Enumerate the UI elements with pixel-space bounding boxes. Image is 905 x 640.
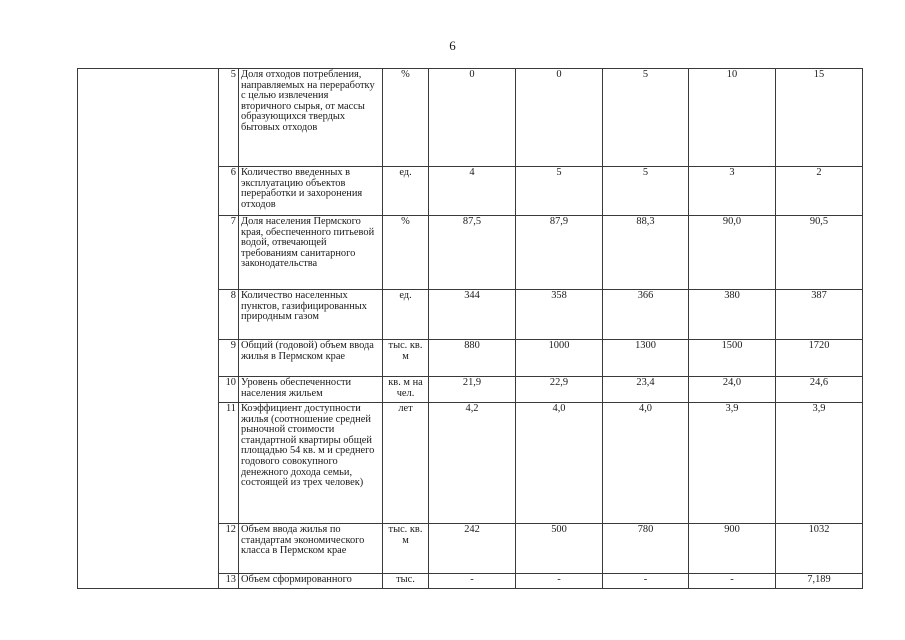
value-cell: 21,9 — [429, 377, 516, 403]
table-body — [78, 69, 863, 589]
value-cell: 10 — [689, 69, 776, 167]
row-number-cell: 5 — [219, 69, 239, 167]
value-cell: 23,4 — [603, 377, 689, 403]
value-cell: 880 — [429, 340, 516, 377]
value-cell: 380 — [689, 290, 776, 340]
value-cell: 5 — [516, 167, 603, 216]
indicator-name-cell: Общий (годовой) объем ввода жилья в Пермском крае — [239, 340, 383, 377]
value-cell: 344 — [429, 290, 516, 340]
row-number-cell: 9 — [219, 340, 239, 377]
unit-cell: % — [383, 69, 429, 167]
value-cell: 7,189 — [776, 574, 863, 589]
value-cell: 87,5 — [429, 216, 516, 290]
value-cell: 780 — [603, 524, 689, 574]
value-cell: 1000 — [516, 340, 603, 377]
row-number-cell: 13 — [219, 574, 239, 589]
indicator-name-cell: Доля населения Пермского края, обеспеченного питьевой водой, отвечающей требованиям санитарного законодательства — [239, 216, 383, 290]
indicator-name-cell: Объем сформированного — [239, 574, 383, 589]
row-number-cell: 12 — [219, 524, 239, 574]
value-cell: 1500 — [689, 340, 776, 377]
value-cell: 90,0 — [689, 216, 776, 290]
value-cell: 2 — [776, 167, 863, 216]
value-cell: - — [516, 574, 603, 589]
indicator-name-cell: Коэффициент доступности жилья (соотношение средней рыночной стоимости стандартной квартиры общей площадью 54 кв. м и среднего годового совокупного денежного дохода семьи, состоящей из трех человек) — [239, 403, 383, 524]
indicator-name-cell: Количество населенных пунктов, газифицированных природным газом — [239, 290, 383, 340]
value-cell: - — [603, 574, 689, 589]
value-cell: 4,2 — [429, 403, 516, 524]
value-cell: 24,0 — [689, 377, 776, 403]
value-cell: 15 — [776, 69, 863, 167]
value-cell: 1300 — [603, 340, 689, 377]
indicator-name-cell: Количество введенных в эксплуатацию объектов переработки и захоронения отходов — [239, 167, 383, 216]
row-number-cell: 7 — [219, 216, 239, 290]
value-cell: - — [689, 574, 776, 589]
value-cell: 500 — [516, 524, 603, 574]
row-number-cell: 10 — [219, 377, 239, 403]
value-cell: 3,9 — [689, 403, 776, 524]
value-cell: - — [429, 574, 516, 589]
value-cell: 366 — [603, 290, 689, 340]
unit-cell: ед. — [383, 290, 429, 340]
value-cell: 900 — [689, 524, 776, 574]
table-row — [78, 69, 863, 167]
unit-cell: кв. м на чел. — [383, 377, 429, 403]
value-cell: 87,9 — [516, 216, 603, 290]
blank-column-cell — [78, 69, 219, 589]
value-cell: 90,5 — [776, 216, 863, 290]
value-cell: 358 — [516, 290, 603, 340]
indicator-name-cell: Объем ввода жилья по стандартам экономического класса в Пермском крае — [239, 524, 383, 574]
unit-cell: ед. — [383, 167, 429, 216]
value-cell: 387 — [776, 290, 863, 340]
value-cell: 4,0 — [603, 403, 689, 524]
unit-cell: лет — [383, 403, 429, 524]
indicator-name-cell: Уровень обеспеченности населения жильем — [239, 377, 383, 403]
row-number-cell: 8 — [219, 290, 239, 340]
value-cell: 1720 — [776, 340, 863, 377]
value-cell: 4,0 — [516, 403, 603, 524]
value-cell: 3,9 — [776, 403, 863, 524]
value-cell: 5 — [603, 69, 689, 167]
value-cell: 88,3 — [603, 216, 689, 290]
value-cell: 4 — [429, 167, 516, 216]
value-cell: 22,9 — [516, 377, 603, 403]
unit-cell: тыс. — [383, 574, 429, 589]
indicator-name-cell: Доля отходов потребления, направляемых на переработку с целью извлечения вторичного сырья, от массы образующихся твердых бытовых отходов — [239, 69, 383, 167]
unit-cell: % — [383, 216, 429, 290]
value-cell: 1032 — [776, 524, 863, 574]
unit-cell: тыс. кв. м — [383, 524, 429, 574]
indicators-table — [77, 68, 863, 589]
value-cell: 3 — [689, 167, 776, 216]
unit-cell: тыс. кв. м — [383, 340, 429, 377]
page-number: 6 — [449, 38, 456, 53]
value-cell: 0 — [429, 69, 516, 167]
value-cell: 5 — [603, 167, 689, 216]
value-cell: 24,6 — [776, 377, 863, 403]
value-cell: 242 — [429, 524, 516, 574]
row-number-cell: 11 — [219, 403, 239, 524]
value-cell: 0 — [516, 69, 603, 167]
row-number-cell: 6 — [219, 167, 239, 216]
